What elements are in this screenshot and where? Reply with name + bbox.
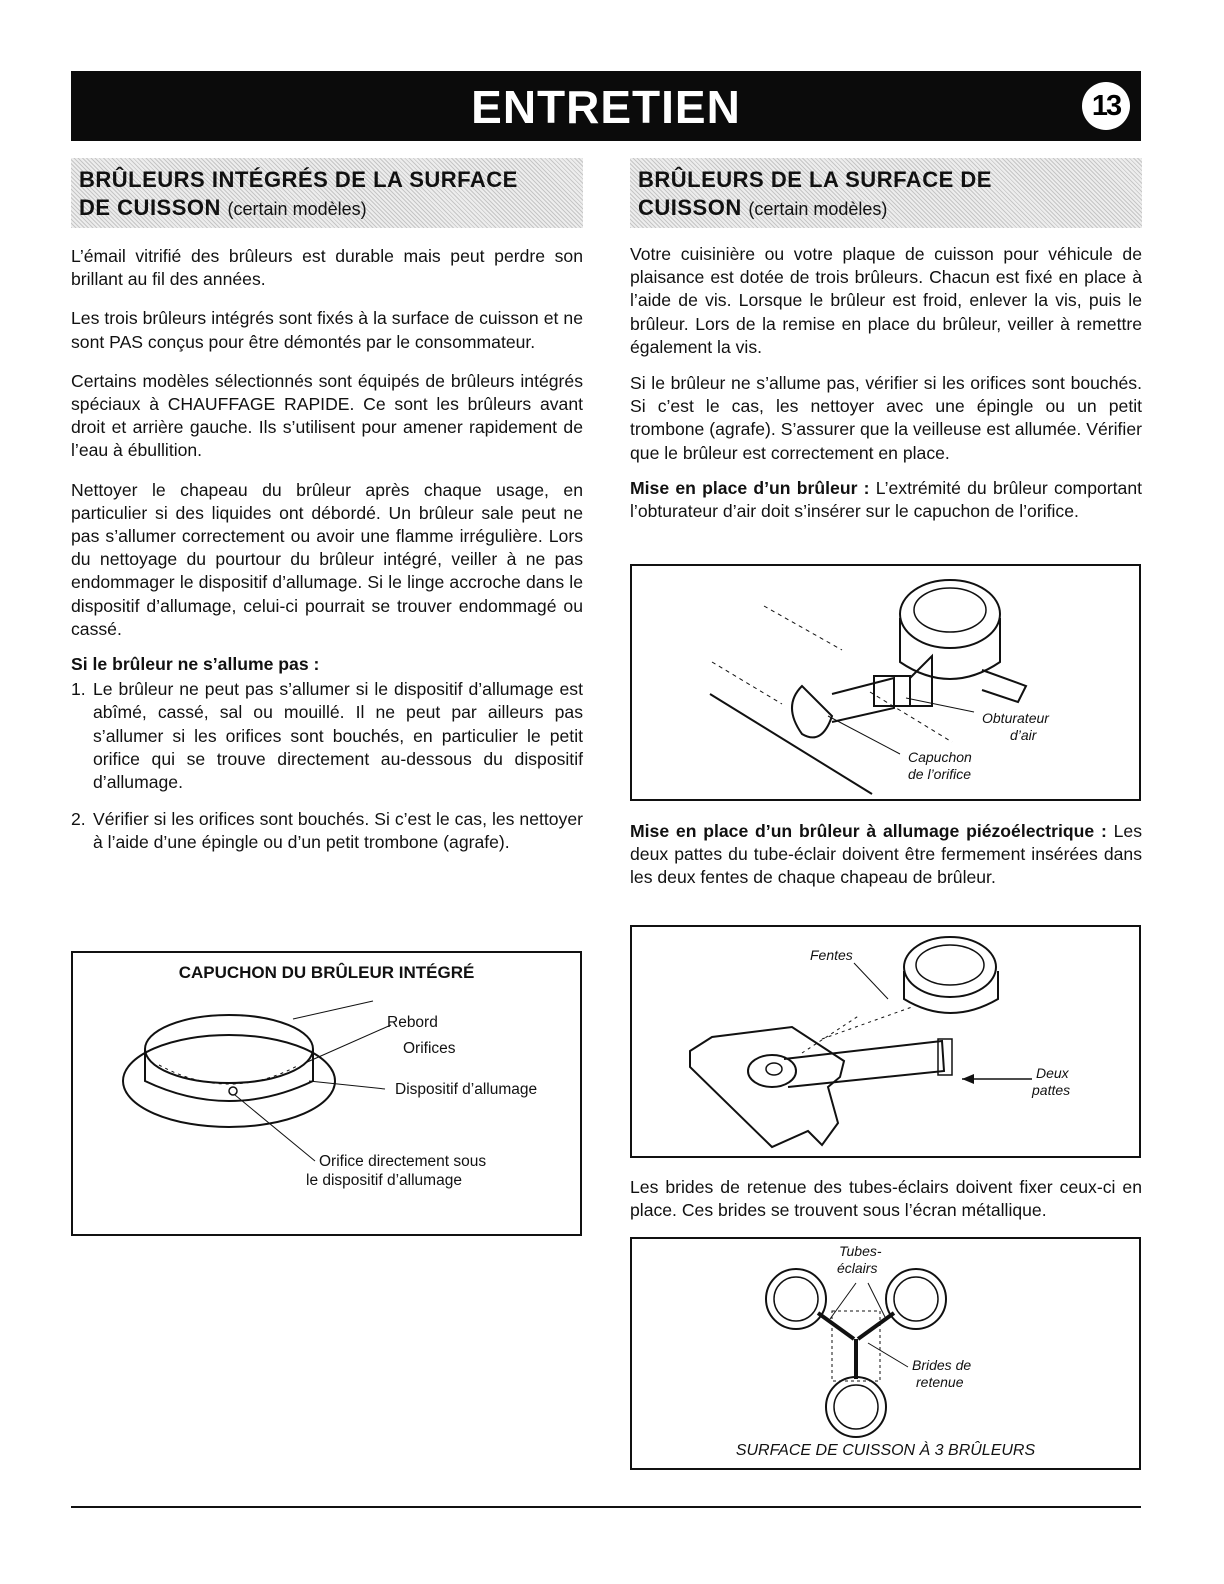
left-paragraph-2: Les trois brûleurs intégrés sont fixés à la surface de cuisson et ne sont PAS conçus pour être démontés par le consommateur. [71,308,583,352]
page-number-badge: 13 [1082,82,1130,130]
list-item-number: 1. [71,679,86,700]
right-section-heading [630,158,1142,228]
list-item-text: Le brûleur ne peut pas s’allumer si le dispositif d’allumage est abîmé, cassé, sal ou mouillé. Il ne peut par ailleurs pas s’allumer si les orifices sont bouchés, en particulier le petit orifice qui se trouve directement au-dessous du dispositif d’allumage. [93,679,583,793]
list-item [71,808,583,854]
right-paragraph-3 [630,477,1142,523]
label-deux-line-1: Deux [1036,1065,1069,1081]
right-paragraph-4-text: Les deux pattes du tube-éclair doivent être fermement insérées dans les deux fentes de chaque chapeau de brûleur. [630,821,1143,888]
right-paragraph-4 [630,820,1142,890]
label-brides-line-2: retenue [916,1374,964,1390]
left-paragraph-4: Nettoyer le chapeau du brûleur après chaque usage, en particulier si des liquides ont débordé. Un brûleur sale peut ne pas s’allumer correctement ou avoir une flamme irrégulière. Lors du nettoyage du pourtour du brûleur intégré, veiller à ne pas endommager le dispositif d’allumage. Si le linge accroche dans le dispositif d’allumage, celui-ci pourrait se trouver endommagé ou cassé. [71,479,583,639]
right-paragraph-1: Votre cuisinière ou votre plaque de cuisson pour véhicule de plaisance est dotée de trois brûleurs. Chacun est fixé en place à l’aide de vis. Lorsque le brûleur est froid, enlever la vis, puis le brûleur. Lors de la remise en place du brûleur, veiller à remettre également la vis. [630,244,1142,357]
left-troubleshoot-list [71,678,583,854]
left-heading-line-1: BRÛLEURS INTÉGRÉS DE LA SURFACE [79,167,518,192]
right-paragraph-4-bold: Mise en place d’un brûleur à allumage piézoélectrique : [630,821,1107,841]
header-banner [71,71,1141,141]
list-item [71,678,583,794]
label-dispositif: Dispositif d’allumage [395,1081,538,1098]
label-deux-line-2: pattes [1032,1082,1071,1098]
label-orifices: Orifices [403,1040,456,1057]
list-item-number: 2. [71,809,86,830]
right-column [630,158,1142,523]
three-burner-figure [630,1237,1141,1470]
left-subheading: Si le brûleur ne s’allume pas : [71,654,320,675]
left-section-heading [71,158,583,228]
label-obturateur-line-2: d’air [1010,727,1037,743]
left-paragraph-1: L’émail vitrifié des brûleurs est durable mais peut perdre son brillant au fil des années. [71,246,583,290]
label-capuchon-line-1: Capuchon [908,749,972,765]
footer-rule [71,1506,1141,1508]
page-title: ENTRETIEN [471,81,741,133]
figure-caption: SURFACE DE CUISSON À 3 BRÛLEURS [735,1442,1036,1459]
label-orifice-line-1: Orifice directement sous [319,1153,487,1170]
right-paragraph-2: Si le brûleur ne s’allume pas, vérifier si les orifices sont bouchés. Si c’est le cas, les nettoyer avec une épingle ou un petit trombone (agrafe). S’assurer que la veilleuse est allumée. Vérifier que le brûleur est correctement en place. [630,373,1142,463]
right-paragraph-3-text: L’extrémité du brûleur comportant l’obturateur d’air doit s’insérer sur le capuchon de l’orifice. [630,477,1142,522]
left-paragraph-3: Certains modèles sélectionnés sont équipés de brûleurs intégrés spéciaux à CHAUFFAGE RAPIDE. Ce sont les brûleurs avant droit et arrière gauche. Ils s’utilisent pour amener rapidement de l’eau à ébullition. [71,370,583,461]
right-heading-line-1: BRÛLEURS DE LA SURFACE DE [638,167,992,192]
right-paragraph-3-bold: Mise en place d’un brûleur : [630,477,870,498]
label-capuchon-line-2: de l’orifice [908,766,972,782]
right-paragraph-5: Les brides de retenue des tubes-éclairs doivent fixer ceux-ci en place. Ces brides se trouvent sous l’écran métallique. [630,1177,1142,1221]
right-heading-line-2: CUISSON [638,195,742,220]
burner-placement-figure [630,564,1141,801]
label-rebord: Rebord [387,1014,438,1031]
label-tubes-line-1: Tubes- [839,1243,882,1259]
label-orifice-line-2: le dispositif d’allumage [306,1172,462,1189]
figure-title: CAPUCHON DU BRÛLEUR INTÉGRÉ [178,963,475,982]
left-column [71,158,583,855]
list-item-text: Vérifier si les orifices sont bouchés. Si c’est le cas, les nettoyer à l’aide d’une épingle ou d’un petit trombone (agrafe). [93,809,583,853]
label-tubes-line-2: éclairs [837,1260,878,1276]
left-heading-sub: (certain modèles) [227,199,367,219]
label-fentes: Fentes [810,947,853,963]
burner-placement-drawing [632,566,1139,799]
piezo-burner-figure [630,925,1141,1158]
right-heading-sub: (certain modèles) [748,199,888,219]
label-brides-line-1: Brides de [912,1357,972,1373]
piezo-burner-drawing [632,927,1139,1156]
three-burner-drawing [632,1239,1139,1468]
left-heading-line-2: DE CUISSON [79,195,221,220]
burner-cap-figure [71,951,582,1236]
label-obturateur-line-1: Obturateur [982,710,1049,726]
